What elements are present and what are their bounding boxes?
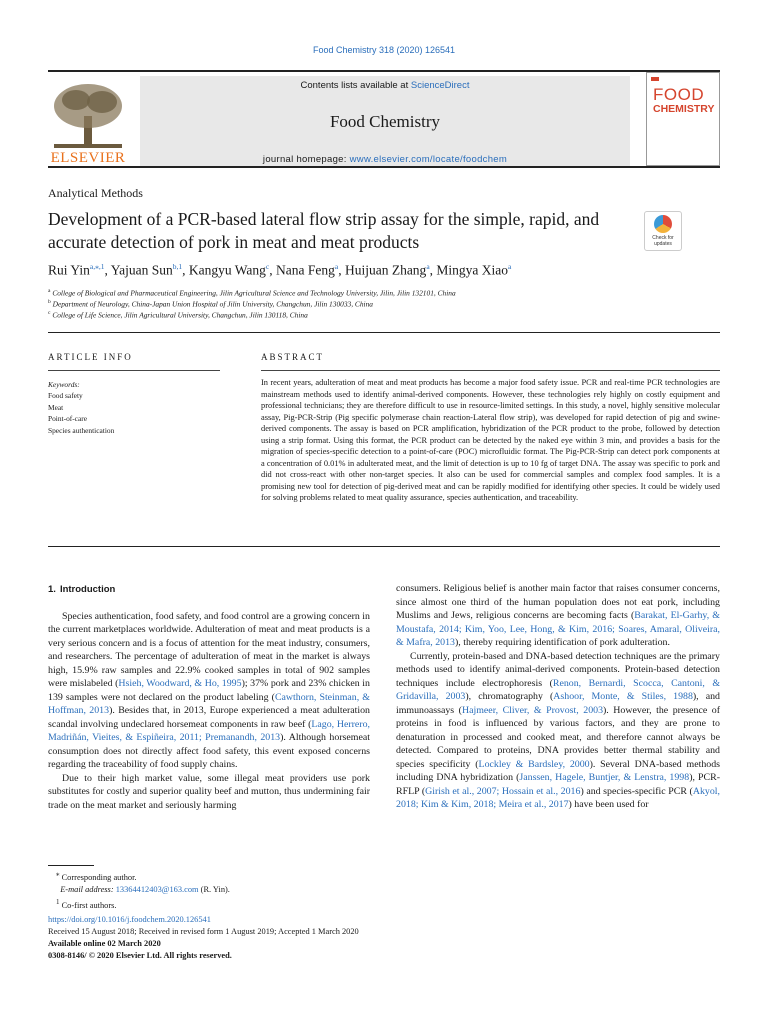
body-paragraph: Due to their high market value, some illegal meat providers use pork substitutes for costly and superior quality beef and mutton, thus undermining fair trade on the meat market and seriously harming <box>48 772 370 811</box>
affiliation-c: $^c$ College of Life Science, Jilin Agricultural University, Changchun, Jilin 130118, China <box>48 310 308 320</box>
contents-line: Contents lists available at ScienceDirect <box>300 80 470 91</box>
author-list: Rui Yin$^{a,⁎,1}$, Yajuan Sun$^{b,1}$, Kangyu Wang$^c$, Nana Feng$^a$, Huijuan Zhang$^a$, Mingya Xiao$^a$ <box>48 262 512 278</box>
homepage-link[interactable]: www.elsevier.com/locate/foodchem <box>349 154 508 165</box>
citation-link[interactable]: Cawthorn, Steinman, & Hoffman, 2013 <box>48 691 370 716</box>
keyword: Point-of-care <box>48 414 87 424</box>
author-affiliation-mark[interactable]: c <box>265 262 270 271</box>
doi-link[interactable]: https://doi.org/10.1016/j.foodchem.2020.126541 <box>48 915 211 924</box>
section-heading-introduction: 1. Introduction <box>48 584 116 595</box>
body-paragraph: Currently, protein-based and DNA-based detection techniques are the primary methods used to identify animal-derived components. Protein-based detection techniques include electrophoresis (Renon, Bernardi, Scocca, Cantoni, & Gridavilla, 2003), chromatography (Ashoor, Monte, & Stiles, 1988), and immunoassays (Hajmeer, Cliver, & Provost, 2003). However, the presence of proteins in food is influenced by various factors, and they are prone to denaturation in processed and cooked meat, and therefore cannot always be detected. Compared to proteins, DNA provides better thermal stability and species specificity (Lockley & Bardsley, 2000). Several DNA-based methods including DNA hybridization (Janssen, Hagele, Buntjer, & Lenstra, 1998), PCR-RFLP (Girish et al., 2007; Hossain et al., 2016) and species-specific PCR (Akyol, 2018; Kim & Kim, 2018; Meira et al., 2017) have been used for <box>396 650 721 810</box>
abstract-bottom-rule <box>48 546 720 547</box>
article-info-rule <box>48 370 220 371</box>
citation-link[interactable]: Lago, Herrero, Madriñán, Vieites, & Espiñeira, 2011; Premanandh, 2013 <box>48 718 370 743</box>
received-dates: Received 15 August 2018; Received in revised form 1 August 2019; Accepted 1 March 2020 <box>48 927 359 936</box>
cover-title-food: FOOD <box>653 85 705 104</box>
body-column-left <box>48 583 370 812</box>
citation-link[interactable]: Lockley & Bardsley, 2000 <box>478 758 590 770</box>
citation-link[interactable]: Ashoor, Monte, & Stiles, 1988 <box>553 691 693 702</box>
banner-bottom-rule <box>48 166 720 168</box>
available-online: Available online 02 March 2020 <box>48 939 161 948</box>
citation-link[interactable]: Girish et al., 2007; Hossain et al., 2016 <box>425 785 581 797</box>
author-name[interactable]: Yajuan Sun <box>110 262 173 278</box>
footnote-cofirst: $^1$ Co-first authors. <box>56 897 117 910</box>
footnote-email: E-mail address: 13364412403@163.com (R. Yin). <box>60 884 230 894</box>
keywords-label: Keywords: <box>48 380 80 389</box>
journal-banner <box>48 70 720 166</box>
cover-accent <box>651 77 659 81</box>
author-affiliation-mark[interactable]: a <box>334 262 339 271</box>
citation-link[interactable]: Janssen, Hagele, Buntjer, & Lenstra, 1998 <box>519 772 690 783</box>
header-rule <box>48 332 720 333</box>
footnotes <box>56 868 230 912</box>
publisher-name: ELSEVIER <box>50 150 126 166</box>
keywords-block <box>48 379 114 436</box>
journal-citation[interactable]: Food Chemistry 318 (2020) 126541 <box>312 45 456 55</box>
sciencedirect-link[interactable]: ScienceDirect <box>410 80 470 91</box>
citation-link[interactable]: Barakat, El-Garhy, & Moustafa, 2014; Kim, Yoo, Lee, Hong, & Kim, 2016; Soares, Amaral, Oliveira, & Mafra, 2013 <box>396 610 720 648</box>
keyword: Food safety <box>48 391 83 401</box>
citation-link[interactable]: Akyol, 2018; Kim & Kim, 2018; Meira et al., 2017 <box>396 785 720 810</box>
citation-link[interactable]: Hajmeer, Cliver, & Provost, 2003 <box>461 704 604 716</box>
author-affiliation-mark[interactable]: a <box>426 262 430 271</box>
author-affiliation-mark[interactable]: a,⁎,1 <box>89 262 105 271</box>
author-name[interactable]: Huijuan Zhang <box>344 262 427 278</box>
abstract-rule <box>261 370 720 371</box>
author-name[interactable]: Nana Feng <box>276 262 335 278</box>
affiliation-a: $^a$ College of Biological and Pharmaceutical Engineering, Jilin Agricultural Science and Technology University, Jilin, Jilin 132101, China <box>48 288 456 298</box>
author-email-link[interactable]: 13364412403@163.com <box>115 884 199 894</box>
crossmark-badge[interactable]: Check for updates <box>644 211 682 251</box>
journal-name: Food Chemistry <box>329 112 441 131</box>
author-name[interactable]: Kangyu Wang <box>188 262 266 278</box>
citation-link[interactable]: Renon, Bernardi, Scocca, Cantoni, & Gridavilla, 2003 <box>396 677 721 702</box>
footnote-corresponding: ⁎ Corresponding author. <box>56 870 137 882</box>
body-column-right <box>396 582 720 812</box>
crossmark-icon <box>654 215 672 233</box>
footnote-rule <box>48 865 94 866</box>
abstract-text: In recent years, adulteration of meat and meat products has become a major food safety issue. PCR and real-time PCR technologies are mainstream methods used to identify animal-derived components. However, these technologies rely highly on costly equipment and professional technicians; they are therefore difficult to use in resource-limited settings. In this study, a novel, highly sensitive molecular assay, Pig-PCR-Strip (Pig specific polymerase chain reaction-Lateral flow strip), was developed for rapid detection of pig and swine-derived components. The assay is based on PCR amplification, hybridization of the PCR product to the probe, followed by detection using a strip format. Using this format, the PCR product can be detected by the naked eye within 3 min, and provides a basis for the migration of species-specific detection to a point-of-care (POC) microfluidic format. The Pig-PCR-Strip can detect pork components at a concentration of 0.01% in adulterated meat, and the limit of detection is up to 10 fg of target DNA. The assay was specific to pork and did not cross-react with other non-target species. It also can be used for commercial samples and complex food samples. It is a promising new tool for detection of pig-derived meat and can be rapidly modified for identifying other species. It could be widely used for solving problems related to meat quality assurance, species authentication, and traceability. <box>261 378 720 502</box>
keyword: Species authentication <box>48 425 115 435</box>
body-paragraph: Species authentication, food safety, and food control are a growing concern in the current marketplaces worldwide. Adulteration of meat and meat products is a very serious concern and is a focus of attention for the meat industry, consumers, and researchers. The percentage of adulteration of meat in the market is always high, 15.9% raw samples and 22.9% cooked samples in total of 902 samples were mislabeled (Hsieh, Woodward, & Ho, 1995); 37% pork and 23% chicken in 139 samples were not declared on the product labeling (Cawthorn, Steinman, & Hoffman, 2013). Besides that, in 2013, Europe experienced a meat adulteration scandal involving undeclared horsemeat components in raw beef (Lago, Herrero, Madriñán, Vieites, & Espiñeira, 2011; Premanandh, 2013). Although horsemeat consumption does not directly affect food safety, this event exposed concerns regarding the traceability of food supply chains. <box>48 610 370 770</box>
citation-link[interactable]: Hsieh, Woodward, & Ho, 1995 <box>118 678 242 689</box>
body-paragraph: consumers. Religious belief is another main factor that raises consumer concerns, since almost one third of the human population does not eat pork, including Muslims and Jews, religious concerns are becoming facts (Barakat, El-Garhy, & Moustafa, 2014; Kim, Yoo, Lee, Hong, & Kim, 2016; Soares, Amaral, Oliveira, & Mafra, 2013), thereby requiring identification of pork adulteration. <box>396 583 720 648</box>
author-affiliation-mark[interactable]: b,1 <box>172 262 183 271</box>
article-info-heading: ARTICLE INFO <box>48 352 133 362</box>
article-history <box>48 914 359 962</box>
banner-center <box>140 76 630 168</box>
copyright: 0308-8146/ © 2020 Elsevier Ltd. All rights reserved. <box>48 951 232 960</box>
author-name[interactable]: Rui Yin <box>48 262 90 278</box>
article-section: Analytical Methods <box>48 186 143 200</box>
article-title: Development of a PCR-based lateral flow strip assay for the simple, rapid, and accurate detection of pork in meat and meat products <box>48 209 600 252</box>
abstract-heading: ABSTRACT <box>261 352 325 362</box>
author-name[interactable]: Mingya Xiao <box>436 262 509 278</box>
author-affiliation-mark[interactable]: a <box>508 262 512 271</box>
keyword: Meat <box>48 402 64 412</box>
affiliation-b: $^b$ Department of Neurology, China-Japan Union Hospital of Jilin University, Changchun, Jilin 130033, China <box>48 299 373 309</box>
journal-cover[interactable] <box>646 72 720 166</box>
journal-homepage: journal homepage: www.elsevier.com/locate/foodchem <box>262 154 508 165</box>
cover-title-chemistry: CHEMISTRY <box>653 103 715 115</box>
